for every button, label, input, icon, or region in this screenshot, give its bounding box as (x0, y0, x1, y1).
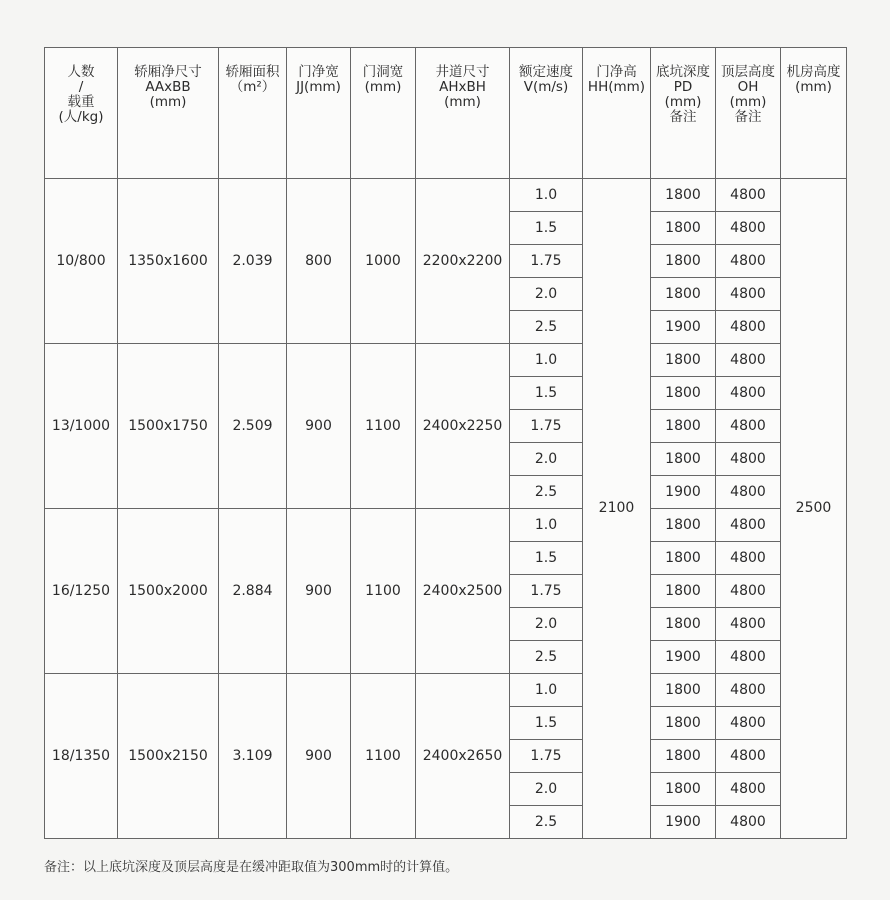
overhead-cell: 4800 (716, 740, 781, 773)
pit-depth-cell: 1900 (651, 476, 716, 509)
header-text: OH (737, 79, 759, 95)
overhead-cell: 4800 (716, 344, 781, 377)
door-opening-cell: 1100 (351, 344, 416, 509)
car-area-cell: 3.109 (219, 674, 287, 839)
speed-cell: 1.5 (510, 707, 583, 740)
door-width-cell: 900 (287, 674, 351, 839)
speed-cell: 2.0 (510, 608, 583, 641)
header-door-width (287, 48, 351, 179)
speed-cell: 1.5 (510, 377, 583, 410)
pit-depth-cell: 1800 (651, 443, 716, 476)
header-rated-speed (510, 48, 583, 179)
header-text: 井道尺寸 (435, 64, 490, 80)
overhead-cell: 4800 (716, 443, 781, 476)
table-body (45, 179, 847, 839)
overhead-cell: 4800 (716, 806, 781, 839)
table-row (45, 344, 847, 377)
table-row (45, 509, 847, 542)
pit-depth-cell: 1800 (651, 707, 716, 740)
speed-cell: 1.75 (510, 410, 583, 443)
header-door-opening (351, 48, 416, 179)
car-area-cell: 2.884 (219, 509, 287, 674)
elevator-spec-table (44, 47, 847, 839)
overhead-cell: 4800 (716, 542, 781, 575)
header-text: 门洞宽 (362, 64, 404, 80)
header-text: 底坑深度 (656, 64, 710, 80)
speed-cell: 2.5 (510, 641, 583, 674)
machine-room-height-cell: 2500 (781, 179, 847, 839)
speed-cell: 1.75 (510, 575, 583, 608)
header-text: (mm) (364, 79, 402, 95)
speed-cell: 1.5 (510, 212, 583, 245)
header-text: 额定速度 (519, 64, 573, 80)
door-height-cell: 2100 (583, 179, 651, 839)
table-row (45, 179, 847, 212)
pit-depth-cell: 1800 (651, 278, 716, 311)
header-text: 轿厢面积 (225, 64, 280, 80)
overhead-cell: 4800 (716, 311, 781, 344)
speed-cell: 2.0 (510, 278, 583, 311)
pit-depth-cell: 1800 (651, 179, 716, 212)
speed-cell: 1.0 (510, 344, 583, 377)
speed-cell: 1.0 (510, 674, 583, 707)
overhead-cell: 4800 (716, 575, 781, 608)
overhead-cell: 4800 (716, 641, 781, 674)
pit-depth-cell: 1900 (651, 806, 716, 839)
pit-depth-cell: 1800 (651, 245, 716, 278)
header-car-area (219, 48, 287, 179)
speed-cell: 1.75 (510, 740, 583, 773)
header-text: 机房高度 (786, 64, 841, 80)
header-text: JJ(mm) (296, 79, 341, 95)
overhead-cell: 4800 (716, 674, 781, 707)
header-text: 备注 (669, 109, 697, 125)
car-area-cell: 2.509 (219, 344, 287, 509)
header-car-size (118, 48, 219, 179)
overhead-cell: 4800 (716, 476, 781, 509)
overhead-cell: 4800 (716, 773, 781, 806)
overhead-cell: 4800 (716, 608, 781, 641)
footnote: 备注：以上底坑深度及顶层高度是在缓冲距取值为300mm时的计算值。 (44, 860, 459, 875)
header-text: (mm) (149, 94, 187, 110)
speed-cell: 1.75 (510, 245, 583, 278)
pit-depth-cell: 1800 (651, 212, 716, 245)
table-row (45, 674, 847, 707)
door-opening-cell: 1100 (351, 509, 416, 674)
door-opening-cell: 1100 (351, 674, 416, 839)
speed-cell: 2.0 (510, 773, 583, 806)
overhead-cell: 4800 (716, 245, 781, 278)
car-area-cell: 2.039 (219, 179, 287, 344)
header-text: PD (673, 79, 693, 95)
pit-depth-cell: 1800 (651, 344, 716, 377)
overhead-cell: 4800 (716, 179, 781, 212)
header-row (45, 48, 847, 179)
pit-depth-cell: 1800 (651, 674, 716, 707)
pit-depth-cell: 1800 (651, 575, 716, 608)
overhead-cell: 4800 (716, 212, 781, 245)
door-width-cell: 900 (287, 344, 351, 509)
header-text: 人数 (67, 64, 95, 80)
header-text: 顶层高度 (721, 64, 775, 80)
overhead-cell: 4800 (716, 377, 781, 410)
header-machine-room-height (781, 48, 847, 179)
header-text: 载重 (67, 94, 95, 110)
speed-cell: 2.5 (510, 311, 583, 344)
load-cell: 10/800 (45, 179, 118, 344)
car-size-cell: 1500x1750 (118, 344, 219, 509)
speed-cell: 2.5 (510, 806, 583, 839)
header-text: （m²） (229, 79, 276, 95)
header-text: (mm) (664, 94, 702, 110)
door-width-cell: 900 (287, 509, 351, 674)
speed-cell: 1.5 (510, 542, 583, 575)
pit-depth-cell: 1800 (651, 542, 716, 575)
door-opening-cell: 1000 (351, 179, 416, 344)
header-text: 门净宽 (298, 64, 339, 80)
overhead-cell: 4800 (716, 707, 781, 740)
header-text: (人/kg) (58, 109, 104, 125)
pit-depth-cell: 1900 (651, 641, 716, 674)
header-text: / (78, 79, 84, 95)
load-cell: 13/1000 (45, 344, 118, 509)
pit-depth-cell: 1900 (651, 311, 716, 344)
header-text: AHxBH (439, 79, 486, 95)
header-text: (mm) (729, 94, 767, 110)
header-text: HH(mm) (587, 79, 646, 95)
speed-cell: 1.0 (510, 509, 583, 542)
pit-depth-cell: 1800 (651, 773, 716, 806)
load-cell: 16/1250 (45, 509, 118, 674)
car-size-cell: 1350x1600 (118, 179, 219, 344)
speed-cell: 2.0 (510, 443, 583, 476)
pit-depth-cell: 1800 (651, 410, 716, 443)
header-text: (mm) (795, 79, 832, 95)
header-text: 备注 (734, 109, 762, 125)
pit-depth-cell: 1800 (651, 509, 716, 542)
header-text: (mm) (444, 94, 481, 110)
speed-cell: 2.5 (510, 476, 583, 509)
shaft-size-cell: 2400x2500 (416, 509, 510, 674)
pit-depth-cell: 1800 (651, 377, 716, 410)
header-text: V(m/s) (523, 79, 569, 95)
door-width-cell: 800 (287, 179, 351, 344)
pit-depth-cell: 1800 (651, 608, 716, 641)
shaft-size-cell: 2400x2650 (416, 674, 510, 839)
overhead-cell: 4800 (716, 278, 781, 311)
overhead-cell: 4800 (716, 410, 781, 443)
overhead-cell: 4800 (716, 509, 781, 542)
header-shaft-size (416, 48, 510, 179)
header-text: 门净高 (596, 64, 637, 80)
car-size-cell: 1500x2150 (118, 674, 219, 839)
speed-cell: 1.0 (510, 179, 583, 212)
header-overhead (716, 48, 781, 179)
header-text: AAxBB (145, 79, 191, 95)
header-load (45, 48, 118, 179)
load-cell: 18/1350 (45, 674, 118, 839)
pit-depth-cell: 1800 (651, 740, 716, 773)
header-pit-depth (651, 48, 716, 179)
header-door-height (583, 48, 651, 179)
car-size-cell: 1500x2000 (118, 509, 219, 674)
header-text: 轿厢净尺寸 (134, 64, 202, 80)
shaft-size-cell: 2400x2250 (416, 344, 510, 509)
shaft-size-cell: 2200x2200 (416, 179, 510, 344)
